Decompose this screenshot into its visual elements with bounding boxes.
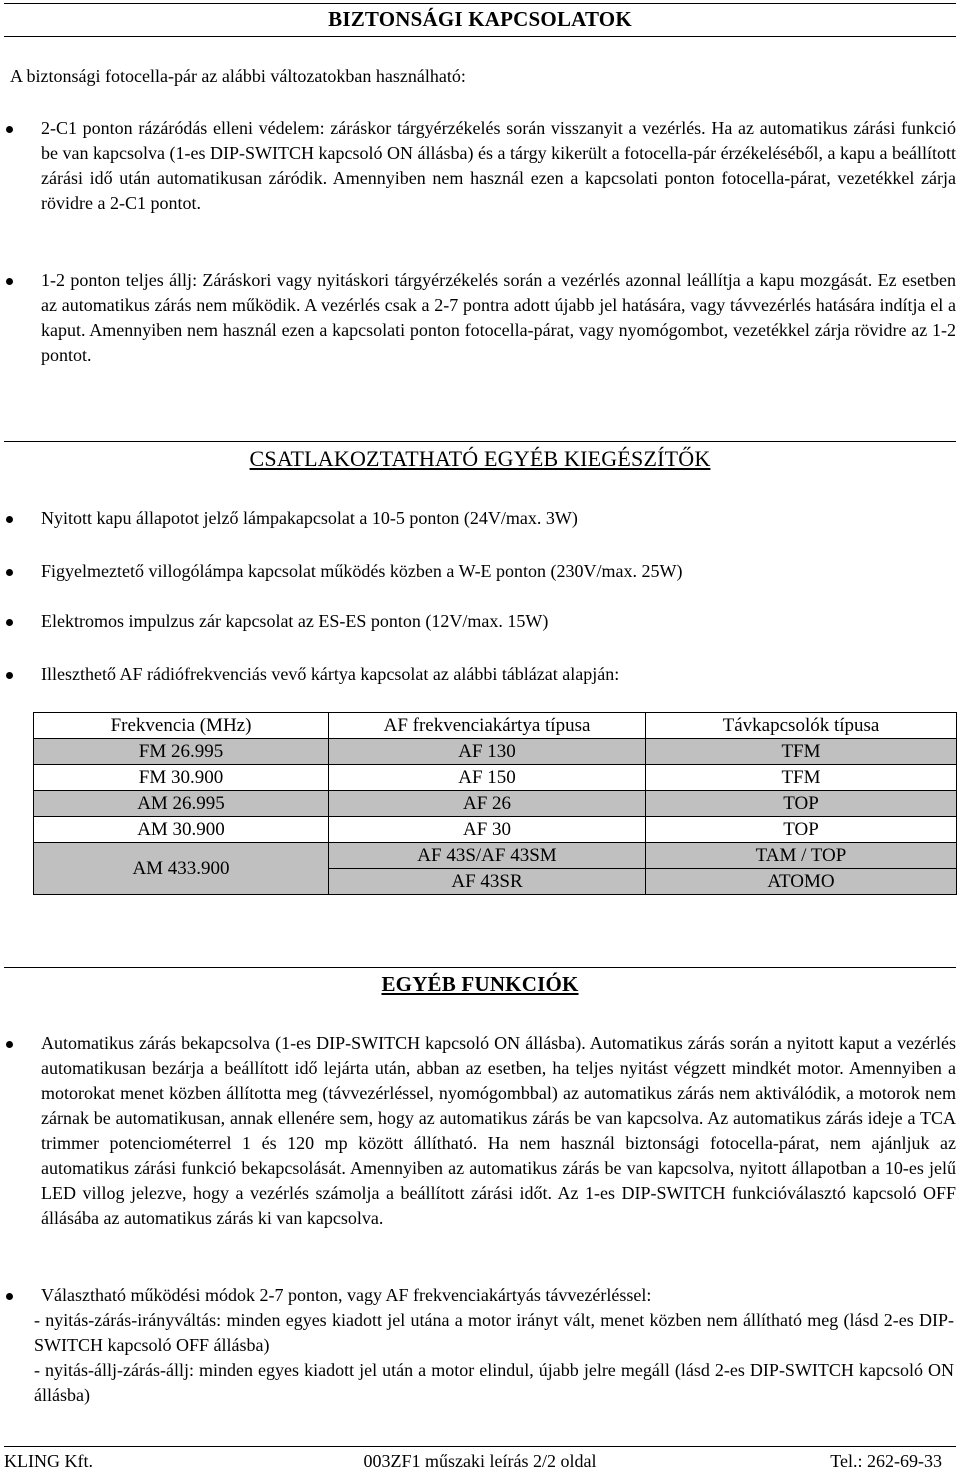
accessory-bullet-3: Elektromos impulzus zár kapcsolat az ES-ES ponton (12V/max. 15W) [41, 611, 549, 631]
table-cell: AF 130 [329, 739, 646, 765]
list-item [0, 1031, 956, 1231]
list-item [0, 268, 956, 368]
bullet-icon [6, 278, 13, 285]
table-cell: FM 30.900 [34, 765, 329, 791]
table-cell: AF 43SR [329, 869, 646, 895]
bullet-icon [6, 569, 13, 576]
mode-option-1: - nyitás-zárás-irányváltás: minden egyes kiadott jel utána a motor irányt vált, menet közben nem állítható meg (lásd 2-es DIP-SWITCH kapcsoló OFF állásba) [34, 1310, 954, 1355]
section-rule [4, 967, 956, 968]
footer-phone: Tel.: 262-69-33 [830, 1451, 942, 1471]
table-row [34, 791, 957, 817]
bullet-icon [6, 126, 13, 133]
footer-company: KLING Kft. [4, 1451, 93, 1471]
list-item [0, 1283, 956, 1308]
safety-intro: A biztonsági fotocella-pár az alábbi változatokban használható: [10, 66, 466, 86]
list-item [0, 116, 956, 216]
bullet-icon [6, 672, 13, 679]
table-cell: AF 26 [329, 791, 646, 817]
list-item [0, 609, 956, 634]
list-item [0, 559, 956, 584]
table-cell: AF 30 [329, 817, 646, 843]
table-cell: AF 150 [329, 765, 646, 791]
safety-bullet-2: 1-2 ponton teljes állj: Záráskori vagy nyitáskori tárgyérzékelés során a vezérlés azonnal leállítja a kapu mozgását. Ez esetben az automatikus zárás nem működik. A vezérlés csak a 2-7 pontra adott újabb jel hatására, vagy távvezérlés hatására indítja el a kaput. Amennyiben nem használ ezen a kapcsolati ponton fotocella-párat, vagy nyomógombot, vezetékkel zárja rövidre az 1-2 pontot. [41, 270, 956, 365]
section-title-safety: BIZTONSÁGI KAPCSOLATOK [328, 7, 632, 31]
table-cell: TAM / TOP [646, 843, 957, 869]
other-bullet-2: Választható működési módok 2-7 ponton, vagy AF frekvenciakártyás távvezérléssel: [41, 1285, 652, 1305]
table-header: Frekvencia (MHz) [34, 713, 329, 739]
bullet-icon [6, 1041, 13, 1048]
list-item [0, 662, 956, 687]
table-cell: TOP [646, 791, 957, 817]
list-item [0, 506, 956, 531]
top-rule [4, 3, 956, 4]
other-bullet-1: Automatikus zárás bekapcsolva (1-es DIP-SWITCH kapcsoló ON állásba). Automatikus zárás során a nyitott kaput a vezérlés automatikusan bezárja a beállított idő lejárta után, abban az esetben, ha teljes nyitást végzett mindkét motor. Amennyiben a motorokat menet közben állította meg (távvezérléssel, nyomógombbal) az automatikus zárás nem aktiválódik, a motorok nem zárnak be automatikusan, annak ellenére sem, hogy az automatikus zárás be van kapcsolva. Az automatikus zárás ideje a TCA trimmer potenciométerrel 1 és 120 mp között állítható. Ha nem használ biztonsági fotocella-párat, nem ajánljuk az automatikus zárási funkció bekapcsolását. Amennyiben az automatikus zárás be van kapcsolva, nyitott állapotban a 10-es jelű LED villog jelezve, hogy a vezérlés számolja a beállított zárási időt. Az 1-es DIP-SWITCH funkcióválasztó kapcsoló OFF állásába az automatikus zárás ki van kapcsolva. [41, 1033, 956, 1228]
section-title-other: EGYÉB FUNKCIÓK [381, 972, 579, 996]
footer-document: 003ZF1 műszaki leírás 2/2 oldal [363, 1451, 597, 1471]
table-row [34, 843, 957, 869]
accessory-bullet-1: Nyitott kapu állapotot jelző lámpakapcsolat a 10-5 ponton (24V/max. 3W) [41, 508, 578, 528]
mode-option-2: - nyitás-állj-zárás-állj: minden egyes kiadott jel után a motor elindul, újabb jelre megáll (lásd 2-es DIP-SWITCH kapcsoló ON állásba) [34, 1360, 954, 1405]
table-cell: FM 26.995 [34, 739, 329, 765]
table-header: AF frekvenciakártya típusa [329, 713, 646, 739]
section-title-accessories: CSATLAKOZTATHATÓ EGYÉB KIEGÉSZÍTŐK [249, 446, 711, 471]
table-row [34, 765, 957, 791]
table-header: Távkapcsolók típusa [646, 713, 957, 739]
table-cell: AM 26.995 [34, 791, 329, 817]
safety-bullet-1: 2-C1 ponton rázáródás elleni védelem: záráskor tárgyérzékelés során visszanyit a vezérlés. Ha az automatikus zárási funkció be van kapcsolva (1-es DIP-SWITCH kapcsoló ON állásba) és a tárgy kikerült a fotocella-pár érzékeléséből, a kapu a beállított zárási idő után automatikusan záródik. Amennyiben nem használ ezen a kapcsolati ponton fotocella-párat, vezetékkel zárja rövidre a 2-C1 pontot. [41, 118, 956, 213]
frequency-table [33, 712, 957, 895]
footer-rule [4, 1446, 956, 1447]
table-cell: ATOMO [646, 869, 957, 895]
table-cell: TFM [646, 739, 957, 765]
accessory-bullet-2: Figyelmeztető villogólámpa kapcsolat működés közben a W-E ponton (230V/max. 25W) [41, 561, 683, 581]
table-row [34, 817, 957, 843]
table-cell-merged: AM 433.900 [34, 843, 329, 895]
accessory-bullet-4: Illeszthető AF rádiófrekvenciás vevő kártya kapcsolat az alábbi táblázat alapján: [41, 664, 620, 684]
table-cell: AM 30.900 [34, 817, 329, 843]
table-cell: TOP [646, 817, 957, 843]
table-cell: TFM [646, 765, 957, 791]
bullet-icon [6, 619, 13, 626]
bullet-icon [6, 1293, 13, 1300]
table-cell: AF 43S/AF 43SM [329, 843, 646, 869]
bullet-icon [6, 516, 13, 523]
table-row [34, 739, 957, 765]
title-rule [4, 36, 956, 37]
section-rule [4, 441, 956, 442]
table-header-row [34, 713, 957, 739]
page-footer [0, 1448, 960, 1474]
